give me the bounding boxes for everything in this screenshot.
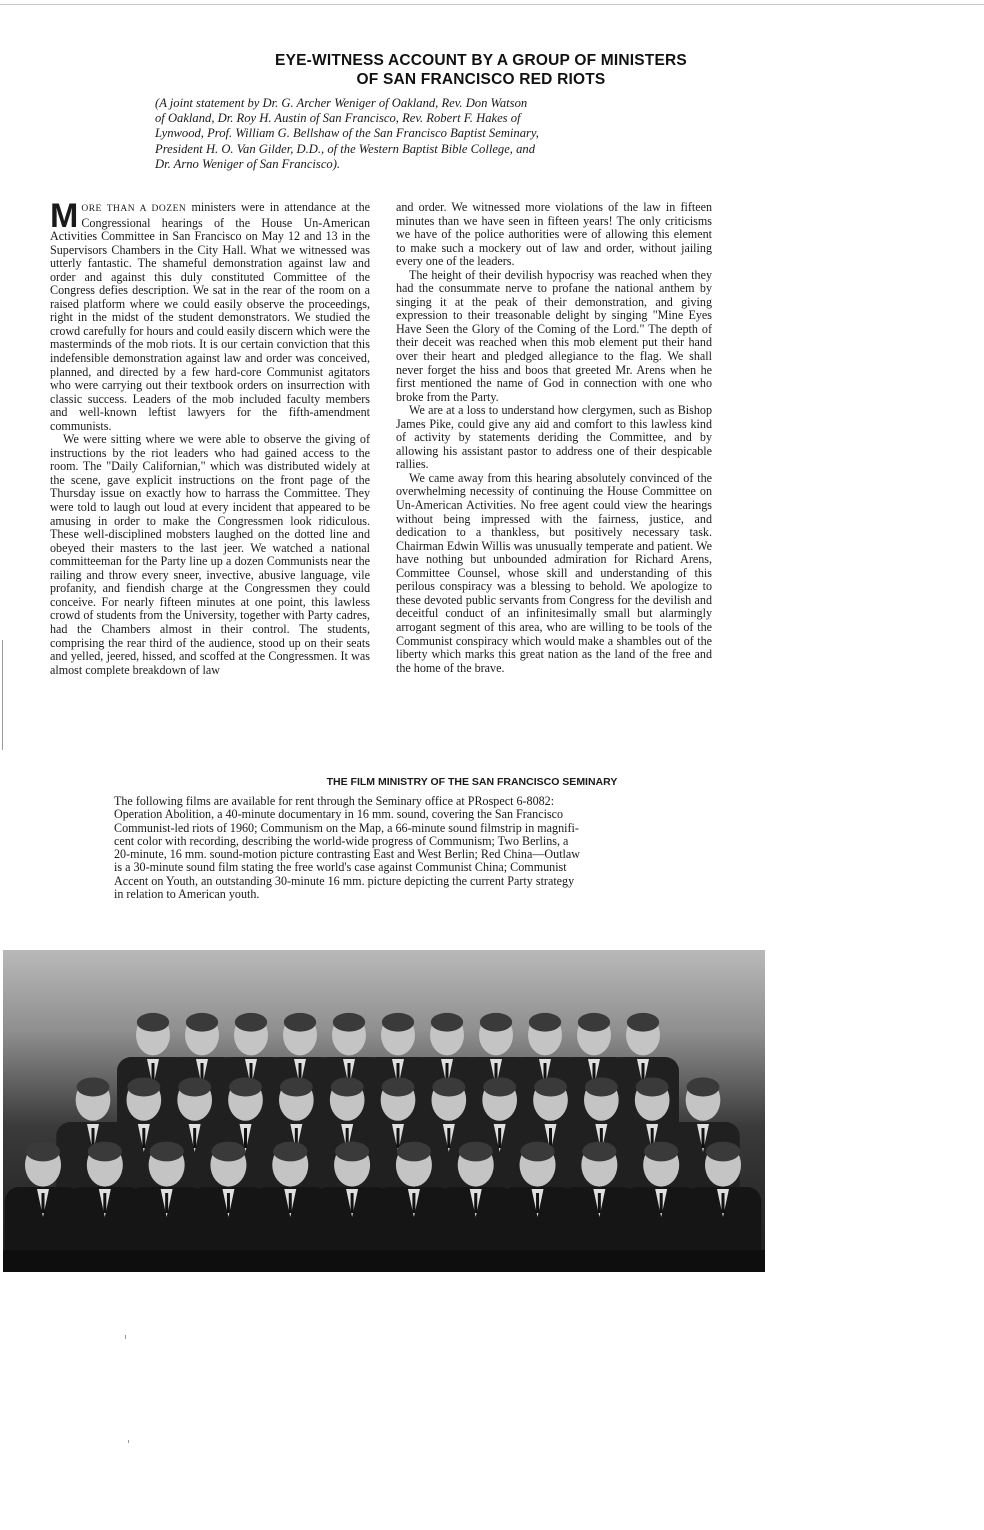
person-hair [229, 1077, 262, 1096]
person-tie [412, 1193, 415, 1213]
person-hair [687, 1077, 720, 1096]
person-tie [289, 1193, 292, 1213]
scan-edge-mark [2, 640, 3, 750]
group-photo-art [3, 950, 765, 1272]
person-hair [280, 1077, 313, 1096]
body-paragraph: We are at a loss to understand how clergymen, such as Bishop James Pike, could give any aid and comfort to this lawless kind of activity by statements deriding the Committee, and by allowing his assistant pastor to address one of their despicable rallies. [396, 403, 712, 472]
person-hair [432, 1077, 465, 1096]
person-hair [331, 1077, 364, 1096]
person-hair [397, 1142, 431, 1162]
article-byline [155, 96, 610, 172]
person-tie [351, 1193, 354, 1213]
person-hair [644, 1142, 678, 1162]
person-hair [459, 1142, 493, 1162]
person-hair [211, 1142, 245, 1162]
person-hair [636, 1077, 669, 1096]
scan-dust-mark [125, 1335, 126, 1339]
article-title-line-2: OF SAN FRANCISCO RED RIOTS [356, 71, 606, 88]
person-tie [193, 1128, 196, 1148]
lead-text: ministers were in attendance at the Congressional hearings of the House Un-American Activities Committee in San Francisco on May 12 and 13 in the Supervisors Chambers in the City Hall. What we witnessed was utterly fantastic. The shameful demonstration against law and order and against this duly constituted Committee of the Congress defies description. We sat in the rear of the room on a raised platform where we could easily observe the proceedings, right in the midst of the student demonstrators. We studied the crowd carefully for hours and could easily discern which were the masterminds of the mob riots. It is our certain conviction that this indefensible demonstration against law and order was conceived, planned, and directed by a few hard-core Communist agitators who were carrying out their textbook orders on insurrection with classic success. Leaders of the mob included faculty members and well-known leftist lawyers for the fifth-amendment communists. [50, 200, 370, 433]
person-hair [578, 1013, 610, 1032]
body-paragraph: We came away from this hearing absolutely convinced of the overwhelming necessity of continuing the House Committee on Un-American Activities. No free agent could view the hearings without being impressed with the fairness, justice, and dedication to a thankless, but positively necessary task. Chairman Edwin Willis was unusually temperate and patient. We have nothing but unbounded admiration for Richard Arens, Committee Counsel, whose skill and understanding of this perilous conspiracy was a blessing to behold. We apologize to these devoted public servants from Congress for the devilish and deceitful conduct of an infinitesimally small but alarmingly arrogant segment of this area, who are willing to be tools of the Communist conspiracy which would make a shambles out of the liberty which marks this great nation as the land of the free and the home of the brave. [396, 470, 712, 675]
film-line: Accent on Youth, an outstanding 30-minute 16 mm. picture depicting the current Party strategy [114, 873, 575, 888]
film-line: 20-minute, 16 mm. sound-motion picture contrasting East and West Berlin; Red China—Outlaw [114, 847, 581, 862]
person-hair [235, 1013, 267, 1032]
person-tie [598, 1193, 601, 1213]
person-hair [137, 1013, 169, 1032]
byline-line: of Oakland, Dr. Roy H. Austin of San Francisco, Rev. Robert F. Hakes of [155, 111, 521, 126]
person-hair [178, 1077, 211, 1096]
byline-line: Lynwood, Prof. William G. Bellshaw of the San Francisco Baptist Seminary, [155, 126, 539, 141]
person-hair [273, 1142, 307, 1162]
film-line: in relation to American youth. [114, 887, 260, 902]
person-tie [142, 1128, 145, 1148]
photo-floor-shadow [3, 1250, 765, 1272]
scan-dust-mark [128, 1440, 129, 1443]
article-title-line-1: EYE-WITNESS ACCOUNT BY A GROUP OF MINISTERS [275, 52, 687, 69]
person-tie [103, 1193, 106, 1213]
film-line: Operation Abolition, a 40-minute documentary in 16 mm. sound, covering the San Francisco [114, 807, 564, 822]
person-hair [284, 1013, 316, 1032]
person-tie [702, 1128, 705, 1148]
person-hair [382, 1013, 414, 1032]
body-paragraph: We were sitting where we were able to observe the giving of instructions by the riot leaders who had gained access to the room. The "Daily Californian," which was distributed widely at the scene, gave explicit instructions on the front page of the Thursday issue on exactly how to harrass the Committee. They were told to laugh out loud at every incident that appeared to be amusing in order to make the Congressmen look ridiculous. These well-disciplined mobsters laughed on the dotted line and obeyed their masters to the last jeer. We watched a national committeeman for the Party line up a dozen Communists near the railing and throw every sneer, invective, abusive language, vile profanity, and fiendish charge at the Congressmen they could conceive. For nearly fifteen minutes at one point, this lawless crowd of students from the University, together with Party cadres, had the Chambers almost in their control. The students, comprising the rear third of the audience, stood up on their seats and yelled, jeered, hissed, and scoffed at the Congressmen. It was almost complete breakdown of law [50, 432, 370, 677]
person-tie [165, 1193, 168, 1213]
person-hair [88, 1142, 122, 1162]
person-hair [186, 1013, 218, 1032]
left-column [50, 197, 370, 677]
body-paragraph: and order. We witnessed more violations of the law in fifteen minutes than we have seen in fifteen years! The only criticisms we have of the police authorities were of allowing this element to make such a mockery out of law and order, without jailing every one of the leaders. [396, 200, 712, 269]
person-hair [480, 1013, 512, 1032]
person-tie [722, 1193, 725, 1213]
person-tie [244, 1128, 247, 1148]
person-hair [582, 1142, 616, 1162]
person-hair [382, 1077, 415, 1096]
film-heading-text: THE FILM MINISTRY OF THE SAN FRANCISCO SEMINARY [326, 776, 618, 788]
person-tie [660, 1193, 663, 1213]
person-hair [483, 1077, 516, 1096]
top-rule [0, 4, 984, 5]
person-hair [529, 1013, 561, 1032]
person-tie [536, 1193, 539, 1213]
person-hair [627, 1013, 659, 1032]
group-photograph [3, 950, 765, 1272]
person-hair [585, 1077, 618, 1096]
right-column [396, 201, 712, 675]
person-hair [520, 1142, 554, 1162]
person-hair [534, 1077, 567, 1096]
person-hair [706, 1142, 740, 1162]
person-hair [335, 1142, 369, 1162]
person-tie [498, 1128, 501, 1148]
byline-line: President H. O. Van Gilder, D.D., of the Western Baptist Bible College, and [155, 141, 535, 156]
film-ministry-text [114, 795, 654, 901]
film-line: The following films are available for rent through the Seminary office at PRospect 6-8082: [114, 794, 555, 808]
person-hair [150, 1142, 184, 1162]
film-line: Communist-led riots of 1960; Communism on the Map, a 66-minute sound filmstrip in magnifi- [114, 820, 579, 835]
film-ministry-heading [0, 776, 984, 788]
drop-cap: M [50, 197, 79, 235]
person-tie [474, 1193, 477, 1213]
person-hair [333, 1013, 365, 1032]
lead-smallcaps: ORE THAN A DOZEN [81, 204, 187, 214]
film-line: is a 30-minute sound film stating the free world's case against Communist China; Communist [114, 860, 567, 875]
person-tie [447, 1128, 450, 1148]
film-line: cent color with recording, describing the world-wide progress of Communism; Two Berlins, a [114, 833, 569, 848]
body-paragraph: The height of their devilish hypocrisy was reached when they had the consummate nerve to profane the national anthem by singing it at the peak of their demonstration, and giving expression to their treasonable delight by singing "Mine Eyes Have Seen the Glory of the Coming of the Lord." The depth of their deceit was reached when this mob element put their hand over their heart and pledged allegiance to the flag. We shall never forget the hiss and boos that greeted Mr. Arens when he first mentioned the name of God in connection with one who broke from the Party. [396, 267, 712, 404]
person-hair [77, 1077, 110, 1096]
person-tie [227, 1193, 230, 1213]
person-hair [127, 1077, 160, 1096]
byline-line: Dr. Arno Weniger of San Francisco). [155, 156, 341, 171]
person-hair [431, 1013, 463, 1032]
lead-paragraph [50, 197, 370, 433]
person-hair [26, 1142, 60, 1162]
byline-line: (A joint statement by Dr. G. Archer Weniger of Oakland, Rev. Don Watson [155, 96, 528, 110]
person-tie [42, 1193, 45, 1213]
person-tie [397, 1128, 400, 1148]
